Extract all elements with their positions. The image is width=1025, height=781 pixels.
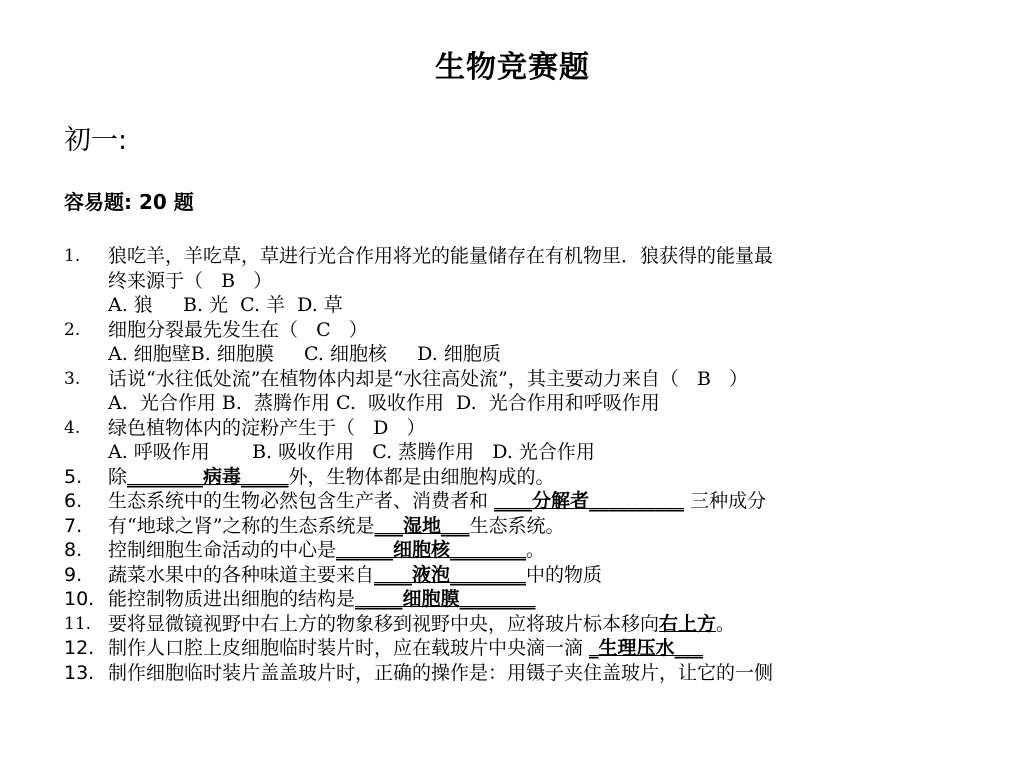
text-before-blank: 控制细胞生命活动的中心是 <box>108 539 337 561</box>
answer-text: 右上方 <box>659 612 717 635</box>
question-text: 狼吃羊，羊吃草，草进行光合作用将光的能量储存在有机物里．狼获得的能量最 <box>108 245 774 267</box>
question-text: 话说“水往低处流”在植物体内却是“水往高处流”，其主要动力来自（ B ） <box>108 367 749 390</box>
question-text: 细胞分裂最先发生在（ C ） <box>108 318 368 341</box>
fill-question-8 <box>0 538 1025 563</box>
grade-heading: 初一: <box>64 125 128 156</box>
blank-lead: ______ <box>336 539 394 561</box>
answer-blank <box>494 490 684 512</box>
answer-blank <box>355 588 536 610</box>
question-number: 2. <box>64 319 81 340</box>
answer-text: 细胞核 <box>393 539 451 561</box>
fill-question-5 <box>0 465 1025 490</box>
question-number: 3. <box>64 368 81 389</box>
text-before-blank: 生态系统中的生物必然包含生产者、消费者和 <box>108 490 495 512</box>
answer-blank <box>659 613 716 635</box>
text-before-blank: 蔬菜水果中的各种味道主要来自 <box>108 563 375 586</box>
question-number: 13. <box>64 661 95 684</box>
question-text <box>108 587 536 612</box>
text-before-blank: 能控制物质进出细胞的结构是 <box>108 588 356 610</box>
question-list <box>0 244 1025 685</box>
fill-question-12 <box>0 636 1025 661</box>
answer-text: 湿地 <box>402 514 441 537</box>
question-options: A. 光合作用 B. 蒸腾作用 C. 吸收作用 D. 光合作用和呼吸作用 <box>108 392 660 414</box>
question-4-options <box>0 440 1025 465</box>
question-text <box>108 563 602 588</box>
fill-question-11 <box>0 612 1025 637</box>
answer-text: 细胞膜 <box>402 588 460 610</box>
answer-blank <box>374 515 469 537</box>
question-text <box>108 465 555 490</box>
answer-text: 病毒 <box>203 465 242 488</box>
blank-lead: _____ <box>355 588 403 610</box>
question-text <box>108 489 766 514</box>
blank-tail: __________ <box>589 490 685 512</box>
question-3-line-1 <box>0 367 1025 392</box>
blank-tail: ________ <box>459 588 536 610</box>
text-after-blank: 。 <box>526 539 546 561</box>
question-text: 终来源于（ B ） <box>108 269 273 292</box>
question-1-line-1 <box>0 244 1025 269</box>
blank-lead: ___ <box>374 514 403 537</box>
question-number: 9. <box>64 563 83 586</box>
text-after-blank: 生态系统。 <box>469 514 565 537</box>
fill-question-6 <box>0 489 1025 514</box>
question-2-line-1 <box>0 318 1025 343</box>
question-2-options <box>0 342 1025 367</box>
text-before-blank: 要将显微镜视野中右上方的物象移到视野中央，应将玻片标本移向 <box>108 612 660 635</box>
section-heading: 容易题: 20 题 <box>64 190 194 214</box>
text-after-blank: 。 <box>716 612 736 635</box>
text-before-blank: 制作人口腔上皮细胞临时装片时，应在载玻片中央滴一滴 <box>108 637 590 659</box>
blank-lead: ________ <box>127 465 204 488</box>
blank-tail: ________ <box>450 563 527 586</box>
blank-tail: ________ <box>450 539 527 561</box>
question-text <box>108 514 564 539</box>
question-1-options <box>0 293 1025 318</box>
blank-tail: ___ <box>674 637 704 659</box>
question-text: 绿色植物体内的淀粉产生于（ D ） <box>108 416 426 439</box>
answer-text: 分解者 <box>532 490 590 512</box>
blank-tail: _____ <box>241 465 289 488</box>
question-number: 10. <box>64 588 95 610</box>
question-text <box>108 612 735 637</box>
fill-question-7 <box>0 514 1025 539</box>
question-4-line-1 <box>0 416 1025 441</box>
question-number: 5. <box>64 465 83 488</box>
text-after-blank: 中的物质 <box>526 563 603 586</box>
blank-lead: _ <box>589 637 599 659</box>
page-title: 生物竞赛题 <box>435 50 590 85</box>
question-text <box>108 636 703 661</box>
question-1-line-2 <box>0 269 1025 294</box>
question-options: A. 狼 B. 光 C. 羊 D. 草 <box>108 294 343 316</box>
question-number: 12. <box>64 637 95 659</box>
text-before-blank: 除 <box>108 465 128 488</box>
answer-blank <box>374 564 526 586</box>
question-number: 4. <box>64 417 81 438</box>
fill-question-9 <box>0 563 1025 588</box>
answer-blank <box>127 466 289 488</box>
fill-question-10 <box>0 587 1025 612</box>
question-number: 8. <box>64 539 83 561</box>
question-text <box>108 538 545 563</box>
answer-text: 液泡 <box>412 563 451 586</box>
question-number: 11. <box>64 613 92 634</box>
question-3-options <box>0 391 1025 416</box>
question-number: 6. <box>64 490 83 512</box>
text-before-blank: 有“地球之肾”之称的生态系统是 <box>108 514 375 537</box>
question-options: A. 细胞壁B. 细胞膜 C. 细胞核 D. 细胞质 <box>108 343 501 365</box>
question-number: 1. <box>64 246 81 266</box>
fill-question-13 <box>0 661 1025 686</box>
question-number: 7. <box>64 514 83 537</box>
answer-text: 生理压水 <box>598 637 675 659</box>
blank-lead: ____ <box>374 563 413 586</box>
answer-blank <box>589 637 703 659</box>
question-options: A. 呼吸作用 B. 吸收作用 C. 蒸腾作用 D. 光合作用 <box>108 441 595 463</box>
text-after-blank: 外，生物体都是由细胞构成的。 <box>288 465 555 488</box>
question-text: 制作细胞临时装片盖盖玻片时，正确的操作是：用镊子夹住盖玻片，让它的一侧 <box>108 661 774 684</box>
answer-blank <box>336 539 526 561</box>
text-after-blank: 三种成分 <box>684 490 767 512</box>
blank-tail: ___ <box>440 514 470 537</box>
blank-lead: ____ <box>494 490 533 512</box>
